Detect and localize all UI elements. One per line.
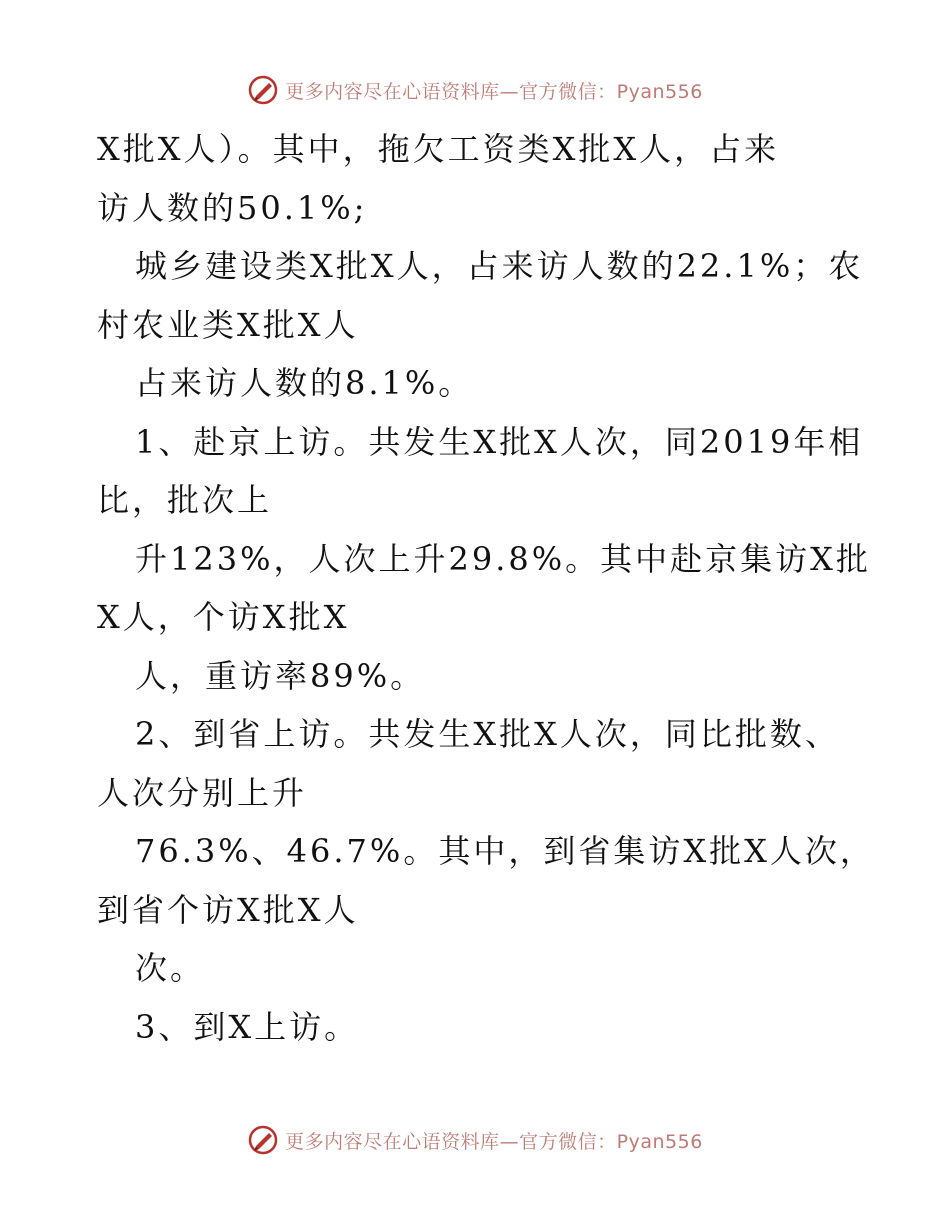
- text-line: 3、到X上访。: [135, 1007, 360, 1046]
- text-line: X人，个访X批X: [97, 598, 350, 636]
- text-line: 人次分别上升: [97, 773, 308, 812]
- document-body: [97, 120, 875, 1056]
- text-line: 比，批次上: [97, 481, 273, 519]
- text-line: 1、赴京上访。共发生X批X人次，同2019年相: [135, 422, 864, 461]
- pen-logo-icon: [247, 74, 279, 106]
- header-banner-text: 更多内容尽在心语资料库—官方微信：Pyan556: [285, 80, 703, 103]
- text-line: 到省个访X批X人: [97, 890, 359, 929]
- text-line: X批X人）。其中，拖欠工资类X批X人，占来: [97, 130, 780, 168]
- text-line: 村农业类X批X人: [97, 305, 359, 344]
- text-line: 升123%，人次上升29.8%。其中赴京集访X批: [135, 539, 871, 578]
- text-line: 访人数的50.1%;: [97, 188, 368, 227]
- footer-banner: [0, 1120, 950, 1160]
- text-line: 占来访人数的8.1%。: [135, 364, 474, 402]
- text-line: 城乡建设类X批X人，占来访人数的22.1%；农: [135, 247, 864, 285]
- text-line: 人，重访率89%。: [135, 656, 426, 695]
- text-line: 2、到省上访。共发生X批X人次，同比批数、: [135, 715, 840, 753]
- footer-banner-text: 更多内容尽在心语资料库—官方微信：Pyan556: [285, 1130, 703, 1153]
- header-banner: [0, 70, 950, 110]
- text-line: 次。: [135, 949, 206, 987]
- pen-logo-icon: [247, 1124, 279, 1156]
- text-line: 76.3%、46.7%。其中，到省集访X批X人次，: [135, 832, 875, 870]
